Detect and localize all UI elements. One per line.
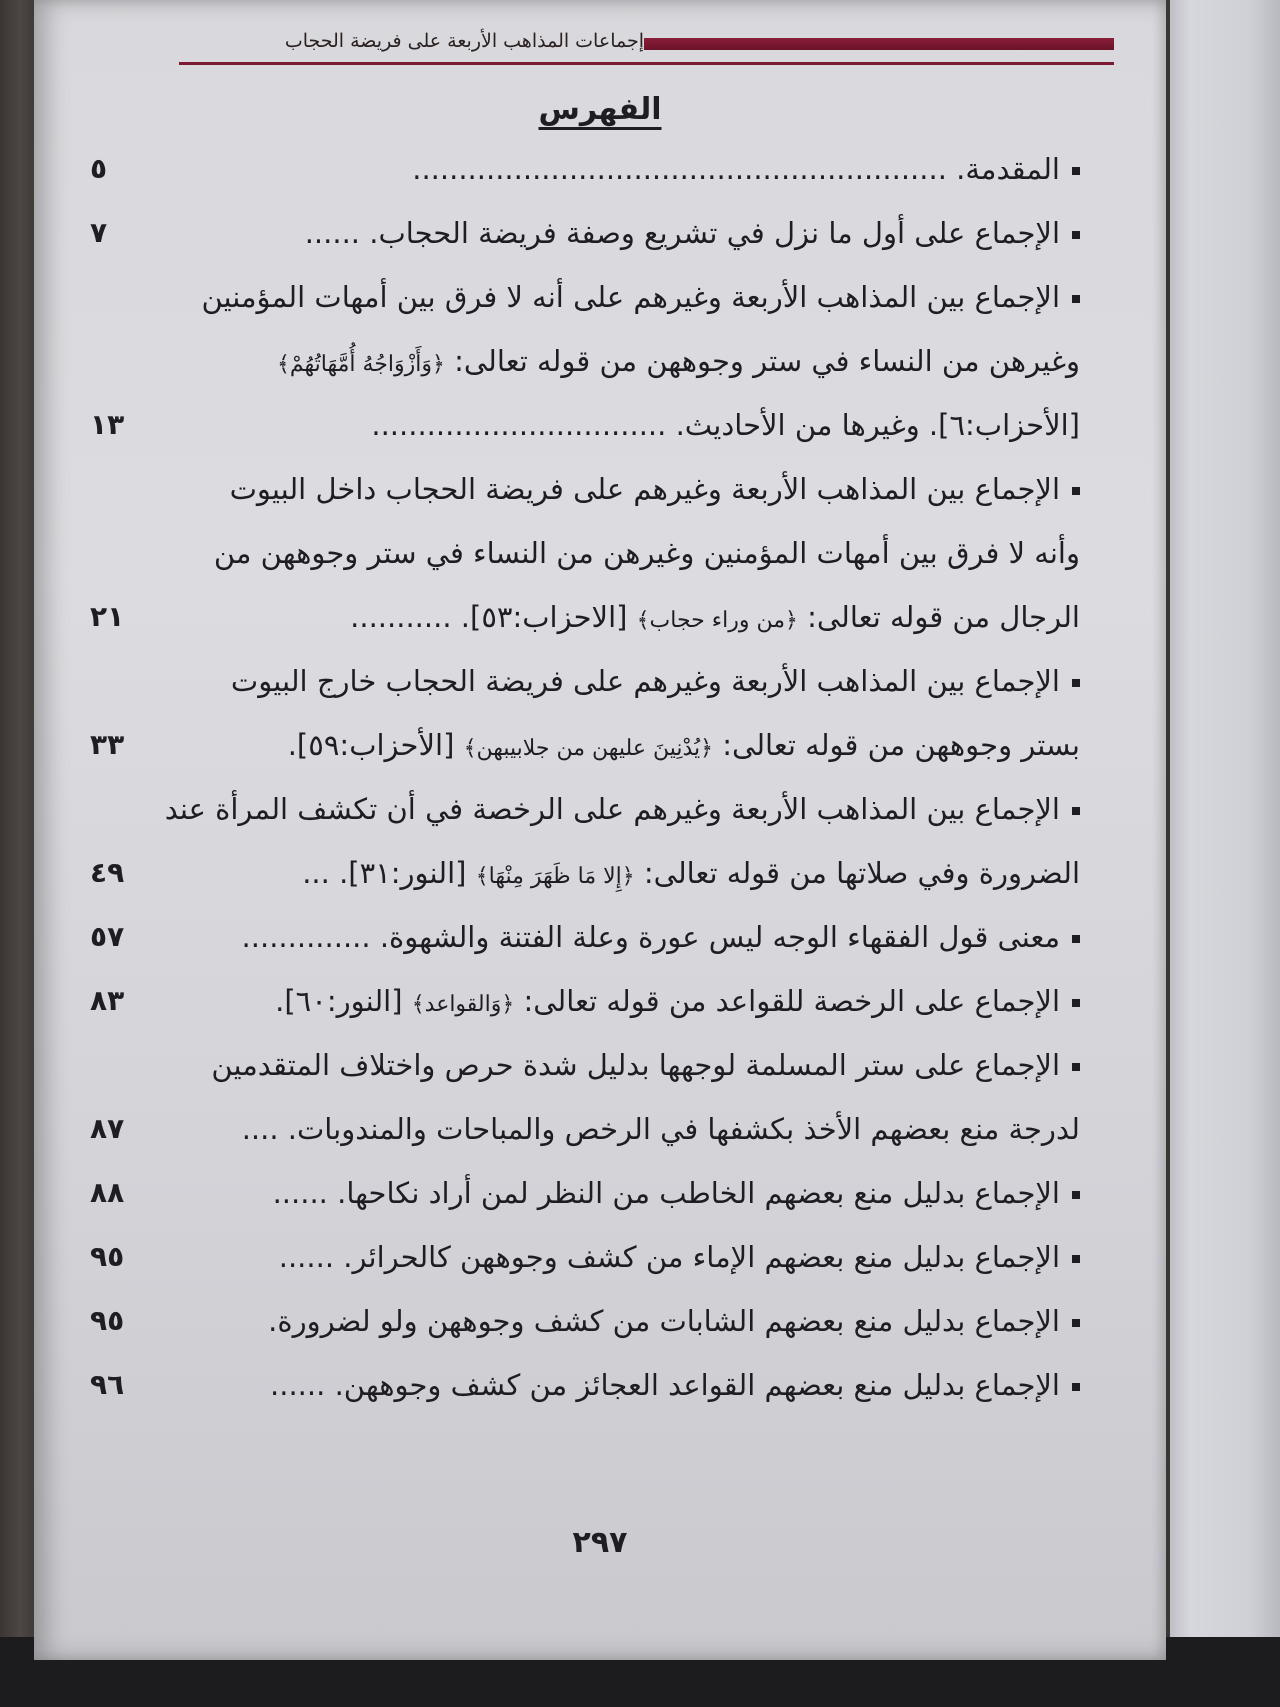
leader-dots: ........... [350,600,452,634]
bullet-marker [1072,231,1080,239]
leader-dots: .......................................................... [412,152,947,186]
toc-entry-text: الإجماع بدليل منع بعضهم الخاطب من النظر لمن أراد نكاحها. [337,1176,1060,1210]
toc-line [90,908,1080,966]
toc-line [90,204,1080,262]
header-ornament-bar [644,38,1114,50]
toc-page-number: ٥٧ [90,920,125,953]
toc-line [90,396,1080,454]
book-page [34,0,1166,1660]
toc-entry-text: الإجماع على الرخصة للقواعد من قوله تعالى: [523,984,1060,1018]
bullet-marker [1072,807,1080,815]
quran-verse: ﴿وَالقواعد﴾ [411,992,515,1017]
toc-entry-text: الإجماع بدليل منع بعضهم الشابات من كشف وجوههن ولو لضرورة. [268,1304,1060,1338]
bullet-marker [1072,1191,1080,1199]
toc-line [90,1164,1080,1222]
toc-page-number: ٨٧ [90,1112,125,1145]
quran-verse: ﴿من وراء حجاب﴾ [636,608,798,633]
running-header [179,22,1114,70]
toc-page-number: ٥ [90,152,108,185]
toc-entry-text: المقدمة. [956,152,1060,186]
bullet-marker [1072,1319,1080,1327]
toc-page-number: ٨٨ [90,1176,125,1209]
toc-line [90,780,1080,838]
running-title: إجماعات المذاهب الأربعة على فريضة الحجاب [284,30,644,52]
leader-dots: .... [241,1112,279,1146]
header-rule [179,62,1114,65]
bullet-marker [1072,487,1080,495]
toc-line [90,524,1080,582]
toc-entry-text: الضرورة وفي صلاتها من قوله تعالى: [643,856,1080,890]
bullet-marker [1072,167,1080,175]
toc-entry-text: الإجماع بدليل منع بعضهم الإماء من كشف وجوههن كالحرائر. [343,1240,1060,1274]
toc-entry-text: لدرجة منع بعضهم الأخذ بكشفها في الرخص والمباحات والمندوبات. [287,1112,1080,1146]
toc-entry-text: [الأحزاب:٦]. وغيرها من الأحاديث. [675,408,1080,442]
leader-dots: ...... [304,216,361,250]
leader-dots: .............. [241,920,371,954]
toc-entry-text: الإجماع بين المذاهب الأربعة وغيرهم على فريضة الحجاب خارج البيوت [230,664,1060,698]
toc-line [90,1228,1080,1286]
index-title: الفهرس [538,92,662,127]
toc-line [90,844,1080,902]
toc-line [90,268,1080,326]
bullet-marker [1072,1383,1080,1391]
quran-verse: ﴿وَأَزْوَاجُهُ أُمَّهَاتُهُمْ﴾ [276,352,445,377]
leader-dots: ................................ [371,408,667,442]
toc-line [90,460,1080,518]
toc-line [90,1292,1080,1350]
toc-page-number: ٩٥ [90,1240,125,1273]
toc-line [90,140,1080,198]
bullet-marker [1072,1255,1080,1263]
toc-line [90,716,1080,774]
toc-line [90,1356,1080,1414]
bullet-marker [1072,295,1080,303]
toc-page-number: ٩٦ [90,1368,125,1401]
toc-line [90,972,1080,1030]
toc-entry-text: الإجماع على أول ما نزل في تشريع وصفة فريضة الحجاب. [369,216,1060,250]
toc-entry-text: وغيرهن من النساء في ستر وجوههن من قوله تعالى: [454,344,1080,378]
toc-line [90,1036,1080,1094]
toc-page-number: ٩٥ [90,1304,125,1337]
verse-reference: [النور:٣١]. [339,856,467,890]
toc-entry-text: الإجماع بدليل منع بعضهم القواعد العجائز من كشف وجوههن. [334,1368,1060,1402]
toc-page-number: ٢١ [90,600,125,633]
toc-entry-text: معنى قول الفقهاء الوجه ليس عورة وعلة الفتنة والشهوة. [379,920,1060,954]
toc-line [90,588,1080,646]
toc-entry-text: الإجماع بين المذاهب الأربعة وغيرهم على فريضة الحجاب داخل البيوت [229,472,1060,506]
verse-reference: [الاحزاب:٥٣]. [460,600,628,634]
toc-line [90,1100,1080,1158]
toc-entry-text: وأنه لا فرق بين أمهات المؤمنين وغيرهن من النساء في ستر وجوههن من [213,536,1080,570]
toc-page-number: ١٣ [90,408,125,441]
toc-entry-text: الإجماع على ستر المسلمة لوجهها بدليل شدة حرص واختلاف المتقدمين [211,1048,1060,1082]
toc-line [90,652,1080,710]
bullet-marker [1072,935,1080,943]
adjacent-page-edge [1170,0,1280,1707]
quran-verse: ﴿إِلا مَا ظَهَرَ مِنْهَا﴾ [475,864,635,889]
toc-page-number: ٨٣ [90,984,125,1017]
toc-entry-text: الإجماع بين المذاهب الأربعة وغيرهم على أنه لا فرق بين أمهات المؤمنين [201,280,1060,314]
leader-dots: ...... [272,1176,328,1210]
verse-reference: [النور:٦٠]. [275,984,403,1018]
toc-entry-text: بستر وجوههن من قوله تعالى: [722,728,1080,762]
leader-dots: ...... [278,1240,335,1274]
quran-verse: ﴿يُدْنِينَ عليهن من جلابيبهن﴾ [463,736,714,761]
toc-entry-text: الإجماع بين المذاهب الأربعة وغيرهم على الرخصة في أن تكشف المرأة عند [164,792,1060,826]
toc-page-number: ٤٩ [90,856,125,889]
bullet-marker [1072,1063,1080,1071]
page-number: ٢٩٧ [572,1525,628,1560]
toc-page-number: ٧ [90,216,108,249]
toc-page-number: ٣٣ [90,728,125,761]
verse-reference: [الأحزاب:٥٩]. [287,728,455,762]
bullet-marker [1072,679,1080,687]
toc-line [90,332,1080,390]
toc-entry-text: الرجال من قوله تعالى: [807,600,1080,634]
leader-dots: ... [302,856,330,890]
leader-dots: ...... [270,1368,326,1402]
bullet-marker [1072,999,1080,1007]
